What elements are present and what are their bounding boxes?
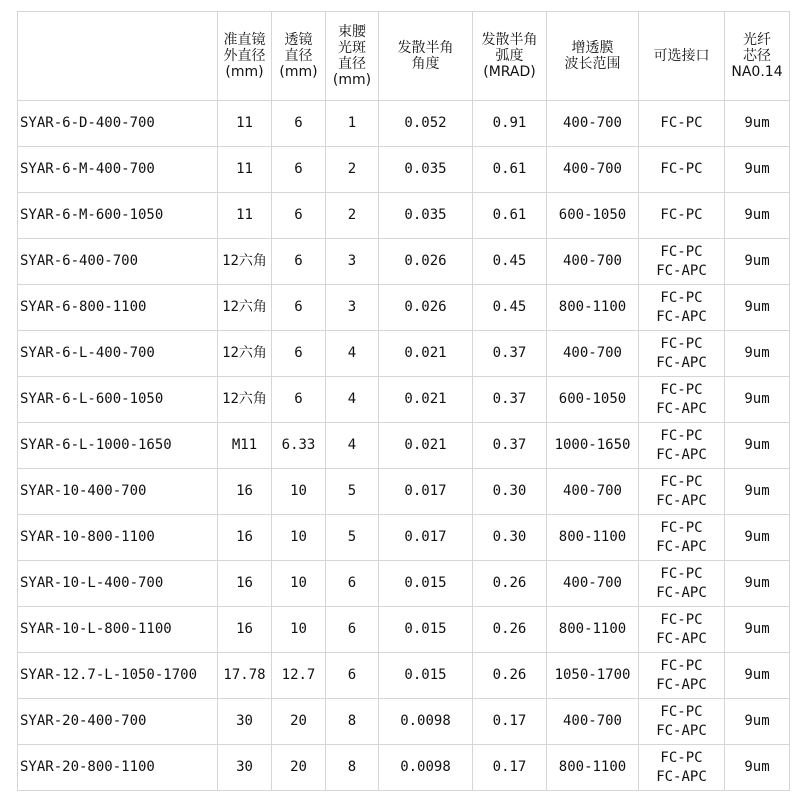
column-header-beam-waist	[326, 12, 379, 101]
cell-beam-waist: 6	[326, 607, 379, 653]
cell-beam-waist: 3	[326, 239, 379, 285]
cell-beam-waist: 1	[326, 101, 379, 147]
column-header-text: 直径	[338, 56, 366, 72]
cell-lens-diameter: 6	[272, 101, 326, 147]
cell-lens-diameter: 20	[272, 699, 326, 745]
column-header-text: 角度	[411, 56, 440, 72]
cell-connector	[639, 699, 725, 745]
table-row	[18, 147, 790, 193]
table-row	[18, 561, 790, 607]
collimator-spec-table	[17, 11, 790, 791]
cell-beam-waist: 8	[326, 699, 379, 745]
cell-beam-waist: 6	[326, 561, 379, 607]
cell-model: SYAR-6-L-600-1050	[18, 377, 218, 423]
table-row	[18, 699, 790, 745]
cell-ar-coating: 400-700	[547, 101, 639, 147]
cell-model: SYAR-6-M-600-1050	[18, 193, 218, 239]
cell-div-half-angle-deg: 0.021	[379, 377, 473, 423]
cell-connector	[639, 469, 725, 515]
column-header-text: 光斑	[338, 40, 366, 56]
column-header-text: 束腰	[338, 24, 366, 40]
cell-beam-waist: 2	[326, 147, 379, 193]
column-header-text: 波长范围	[564, 56, 621, 72]
cell-ar-coating: 800-1100	[547, 515, 639, 561]
connector-option: FC-PC	[660, 565, 703, 582]
cell-connector	[639, 285, 725, 331]
cell-div-half-angle-rad: 0.17	[473, 699, 547, 745]
column-header-text: 直径	[284, 48, 313, 64]
cell-connector	[639, 653, 725, 699]
cell-lens-diameter: 20	[272, 745, 326, 791]
cell-model: SYAR-10-L-800-1100	[18, 607, 218, 653]
cell-lens-diameter: 10	[272, 607, 326, 653]
cell-ar-coating: 800-1100	[547, 607, 639, 653]
cell-ar-coating: 400-700	[547, 469, 639, 515]
cell-div-half-angle-deg: 0.021	[379, 423, 473, 469]
cell-ar-coating: 400-700	[547, 147, 639, 193]
cell-ar-coating: 1050-1700	[547, 653, 639, 699]
connector-option: FC-PC	[660, 749, 703, 766]
table-row	[18, 607, 790, 653]
cell-lens-diameter: 12.7	[272, 653, 326, 699]
cell-connector	[639, 515, 725, 561]
cell-model: SYAR-6-M-400-700	[18, 147, 218, 193]
table-header-row	[18, 12, 790, 101]
column-header-text: 可选接口	[653, 48, 710, 64]
column-header-text: 增透膜	[571, 40, 614, 56]
connector-option: FC-PC	[660, 611, 703, 628]
connector-option: FC-APC	[656, 308, 707, 325]
cell-fiber-core: 9um	[725, 607, 790, 653]
column-header-ar-coating	[547, 12, 639, 101]
cell-div-half-angle-rad: 0.37	[473, 423, 547, 469]
column-header-text: (MRAD)	[483, 64, 536, 80]
cell-connector	[639, 745, 725, 791]
cell-fiber-core: 9um	[725, 699, 790, 745]
connector-option: FC-PC	[660, 473, 703, 490]
cell-ar-coating: 400-700	[547, 239, 639, 285]
connector-option: FC-APC	[656, 768, 707, 785]
cell-connector	[639, 147, 725, 193]
table-row	[18, 101, 790, 147]
cell-div-half-angle-rad: 0.91	[473, 101, 547, 147]
cell-connector	[639, 377, 725, 423]
table-row	[18, 515, 790, 561]
table-row	[18, 423, 790, 469]
column-header-div-half-angle-deg	[379, 12, 473, 101]
cell-model: SYAR-6-800-1100	[18, 285, 218, 331]
cell-fiber-core: 9um	[725, 377, 790, 423]
cell-ar-coating: 400-700	[547, 699, 639, 745]
cell-collimator-od: 12六角	[218, 285, 272, 331]
cell-beam-waist: 3	[326, 285, 379, 331]
cell-connector	[639, 331, 725, 377]
cell-collimator-od: 30	[218, 745, 272, 791]
cell-model: SYAR-10-800-1100	[18, 515, 218, 561]
cell-fiber-core: 9um	[725, 653, 790, 699]
connector-option: FC-PC	[660, 519, 703, 536]
cell-model: SYAR-6-D-400-700	[18, 101, 218, 147]
cell-ar-coating: 1000-1650	[547, 423, 639, 469]
cell-div-half-angle-deg: 0.015	[379, 607, 473, 653]
cell-collimator-od: 11	[218, 193, 272, 239]
cell-beam-waist: 5	[326, 469, 379, 515]
connector-option: FC-PC	[660, 427, 703, 444]
connector-option: FC-PC	[660, 289, 703, 306]
cell-collimator-od: 12六角	[218, 377, 272, 423]
cell-connector	[639, 239, 725, 285]
column-header-text: 芯径	[743, 48, 771, 64]
column-header-text: 准直镜	[223, 32, 266, 48]
table-row	[18, 193, 790, 239]
cell-div-half-angle-deg: 0.052	[379, 101, 473, 147]
connector-option: FC-APC	[656, 630, 707, 647]
cell-div-half-angle-deg: 0.0098	[379, 699, 473, 745]
connector-option: FC-APC	[656, 400, 707, 417]
cell-lens-diameter: 6	[272, 193, 326, 239]
cell-model: SYAR-10-400-700	[18, 469, 218, 515]
column-header-text: 发散半角	[397, 40, 454, 56]
connector-option: FC-PC	[660, 657, 703, 674]
cell-lens-diameter: 6	[272, 331, 326, 377]
cell-div-half-angle-deg: 0.017	[379, 469, 473, 515]
cell-collimator-od: 17.78	[218, 653, 272, 699]
cell-collimator-od: 11	[218, 147, 272, 193]
connector-option: FC-PC	[660, 243, 703, 260]
cell-connector	[639, 561, 725, 607]
cell-div-half-angle-rad: 0.30	[473, 515, 547, 561]
column-header-text: NA0.14	[731, 64, 783, 80]
column-header-collimator-od	[218, 12, 272, 101]
cell-ar-coating: 600-1050	[547, 193, 639, 239]
table-row	[18, 331, 790, 377]
cell-collimator-od: 12六角	[218, 331, 272, 377]
connector-option: FC-APC	[656, 584, 707, 601]
cell-div-half-angle-rad: 0.37	[473, 377, 547, 423]
table-row	[18, 653, 790, 699]
cell-lens-diameter: 6	[272, 239, 326, 285]
cell-connector	[639, 193, 725, 239]
cell-collimator-od: M11	[218, 423, 272, 469]
cell-ar-coating: 400-700	[547, 331, 639, 377]
connector-option: FC-PC	[660, 381, 703, 398]
column-header-text: (mm)	[279, 64, 318, 80]
table-row	[18, 239, 790, 285]
column-header-fiber-core	[725, 12, 790, 101]
cell-fiber-core: 9um	[725, 239, 790, 285]
column-header-text: 光纤	[743, 32, 771, 48]
cell-collimator-od: 16	[218, 515, 272, 561]
cell-div-half-angle-rad: 0.37	[473, 331, 547, 377]
cell-lens-diameter: 6.33	[272, 423, 326, 469]
cell-div-half-angle-deg: 0.0098	[379, 745, 473, 791]
cell-model: SYAR-12.7-L-1050-1700	[18, 653, 218, 699]
cell-model: SYAR-6-L-1000-1650	[18, 423, 218, 469]
column-header-text: 弧度	[495, 48, 524, 64]
table-row	[18, 469, 790, 515]
connector-option: FC-APC	[656, 492, 707, 509]
column-header-text: (mm)	[225, 64, 264, 80]
column-header-connector	[639, 12, 725, 101]
cell-div-half-angle-rad: 0.61	[473, 147, 547, 193]
cell-div-half-angle-rad: 0.17	[473, 745, 547, 791]
cell-ar-coating: 800-1100	[547, 285, 639, 331]
table-row	[18, 377, 790, 423]
cell-model: SYAR-20-800-1100	[18, 745, 218, 791]
cell-beam-waist: 4	[326, 377, 379, 423]
column-header-text: 发散半角	[481, 32, 538, 48]
cell-div-half-angle-rad: 0.61	[473, 193, 547, 239]
cell-collimator-od: 30	[218, 699, 272, 745]
cell-div-half-angle-deg: 0.026	[379, 239, 473, 285]
cell-beam-waist: 4	[326, 423, 379, 469]
cell-fiber-core: 9um	[725, 331, 790, 377]
cell-fiber-core: 9um	[725, 745, 790, 791]
column-header-text: 透镜	[284, 32, 313, 48]
cell-fiber-core: 9um	[725, 193, 790, 239]
cell-beam-waist: 5	[326, 515, 379, 561]
cell-collimator-od: 11	[218, 101, 272, 147]
cell-fiber-core: 9um	[725, 285, 790, 331]
cell-lens-diameter: 10	[272, 469, 326, 515]
cell-ar-coating: 600-1050	[547, 377, 639, 423]
cell-div-half-angle-deg: 0.015	[379, 561, 473, 607]
connector-option: FC-PC	[660, 161, 703, 177]
cell-div-half-angle-rad: 0.26	[473, 607, 547, 653]
cell-collimator-od: 16	[218, 607, 272, 653]
cell-collimator-od: 16	[218, 561, 272, 607]
cell-collimator-od: 16	[218, 469, 272, 515]
column-header-div-half-angle-rad	[473, 12, 547, 101]
table-row	[18, 745, 790, 791]
cell-div-half-angle-deg: 0.017	[379, 515, 473, 561]
connector-option: FC-APC	[656, 722, 707, 739]
connector-option: FC-APC	[656, 446, 707, 463]
cell-fiber-core: 9um	[725, 101, 790, 147]
cell-model: SYAR-20-400-700	[18, 699, 218, 745]
table-row	[18, 285, 790, 331]
column-header-model	[18, 12, 218, 101]
cell-div-half-angle-deg: 0.035	[379, 147, 473, 193]
connector-option: FC-APC	[656, 538, 707, 555]
connector-option: FC-PC	[660, 115, 703, 131]
cell-fiber-core: 9um	[725, 423, 790, 469]
cell-lens-diameter: 10	[272, 515, 326, 561]
table-body	[18, 101, 790, 791]
cell-fiber-core: 9um	[725, 147, 790, 193]
cell-div-half-angle-rad: 0.26	[473, 653, 547, 699]
cell-model: SYAR-6-L-400-700	[18, 331, 218, 377]
cell-model: SYAR-6-400-700	[18, 239, 218, 285]
connector-option: FC-APC	[656, 354, 707, 371]
column-header-text: (mm)	[332, 72, 372, 88]
cell-ar-coating: 800-1100	[547, 745, 639, 791]
cell-fiber-core: 9um	[725, 561, 790, 607]
cell-lens-diameter: 6	[272, 285, 326, 331]
cell-connector	[639, 423, 725, 469]
connector-option: FC-APC	[656, 262, 707, 279]
cell-connector	[639, 101, 725, 147]
cell-div-half-angle-deg: 0.026	[379, 285, 473, 331]
cell-div-half-angle-rad: 0.45	[473, 239, 547, 285]
cell-fiber-core: 9um	[725, 515, 790, 561]
column-header-text: 外直径	[223, 48, 266, 64]
cell-div-half-angle-rad: 0.26	[473, 561, 547, 607]
cell-div-half-angle-deg: 0.021	[379, 331, 473, 377]
cell-beam-waist: 4	[326, 331, 379, 377]
cell-lens-diameter: 6	[272, 377, 326, 423]
cell-model: SYAR-10-L-400-700	[18, 561, 218, 607]
cell-connector	[639, 607, 725, 653]
connector-option: FC-PC	[660, 335, 703, 352]
cell-beam-waist: 6	[326, 653, 379, 699]
cell-div-half-angle-rad: 0.45	[473, 285, 547, 331]
cell-beam-waist: 2	[326, 193, 379, 239]
connector-option: FC-PC	[660, 207, 703, 223]
cell-div-half-angle-rad: 0.30	[473, 469, 547, 515]
cell-div-half-angle-deg: 0.035	[379, 193, 473, 239]
column-header-lens-diameter	[272, 12, 326, 101]
cell-lens-diameter: 6	[272, 147, 326, 193]
cell-collimator-od: 12六角	[218, 239, 272, 285]
cell-ar-coating: 400-700	[547, 561, 639, 607]
cell-beam-waist: 8	[326, 745, 379, 791]
cell-lens-diameter: 10	[272, 561, 326, 607]
connector-option: FC-PC	[660, 703, 703, 720]
cell-div-half-angle-deg: 0.015	[379, 653, 473, 699]
cell-fiber-core: 9um	[725, 469, 790, 515]
connector-option: FC-APC	[656, 676, 707, 693]
